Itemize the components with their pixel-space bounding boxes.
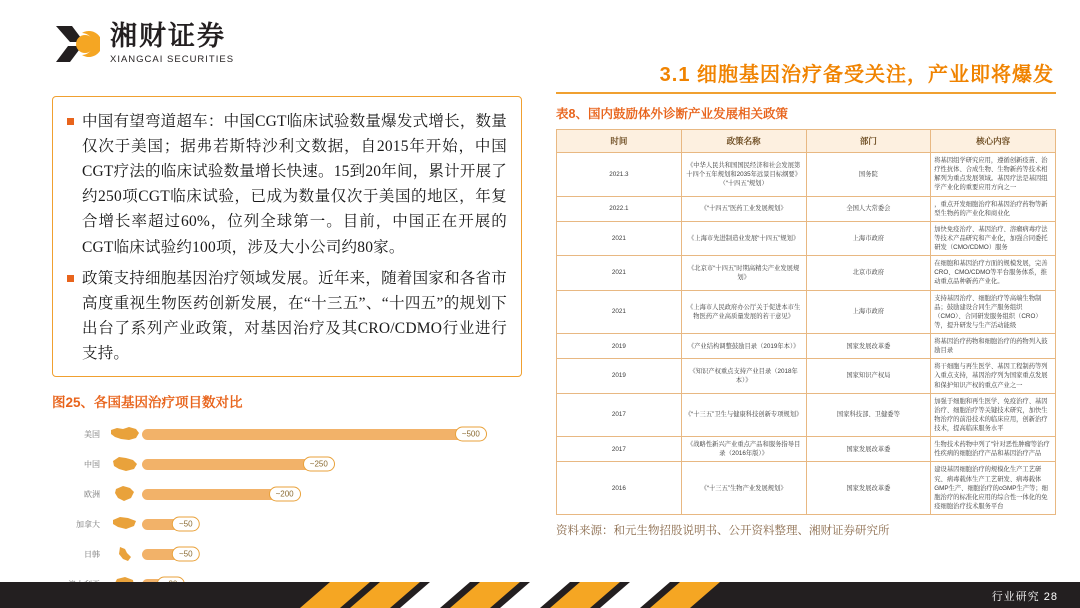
chart-track: [142, 483, 522, 505]
cell-dept: 国家发展改革委: [806, 462, 931, 515]
bullet-text: 政策支持细胞基因治疗领域发展。近年来，随着国家和各省市高度重视生物医药创新发展，在“十三五”、“十四五”的规划下出台了系列产业政策，对基因治疗及其CRO/CDMO行业进行支持。: [82, 269, 507, 362]
cell-time: 2021.3: [557, 153, 682, 197]
cell-name: 《北京市“十四五”时期高精尖产业发展规划》: [681, 256, 806, 290]
cell-name: 《战略性新兴产业重点产品和服务指导目录（2016年版）》: [681, 437, 806, 462]
table-row: [557, 334, 1056, 359]
cell-core: 支持基因治疗、细胞治疗等高端生物制品；鼓励建设合同生产服务组织（CMO）、合同研发服务组织（CRO）等，提升研发与生产活动能级: [931, 290, 1056, 334]
chart-bar: [142, 519, 193, 530]
footer-page-number: 28: [1043, 591, 1058, 603]
logo-mark-icon: [52, 20, 100, 68]
chart-row: [52, 539, 522, 569]
cell-time: 2017: [557, 393, 682, 437]
page-title: 3.1 细胞基因治疗备受关注，产业即将爆发: [659, 64, 1054, 86]
chart-value-label: ~250: [303, 457, 335, 472]
chart-bar: [142, 489, 294, 500]
brand-name-en: XIANGCAI SECURITIES: [110, 54, 235, 66]
chart-row: [52, 419, 522, 449]
cell-name: 《知识产权重点支持产业目录（2018年本）》: [681, 359, 806, 393]
cell-time: 2017: [557, 437, 682, 462]
chart-track: [142, 453, 522, 475]
cell-core: 建设基因细胞治疗的规模化生产工艺研究、病毒载体生产工艺研发、病毒载体GMP生产、细胞治疗的cGMP生产等；细胞治疗的标准化应用的综合性一体化的免疫细胞治疗技术服务平台: [931, 462, 1056, 515]
footer-band: [0, 582, 1080, 608]
cell-core: 将基因组学研究应用，遵循创新疫苗、治疗性抗体、合成生物、生物新药等技术相解列为重点发展领域。基因疗法是基因组学产业化的重要应用方向之一: [931, 153, 1056, 197]
cell-dept: 国务院: [806, 153, 931, 197]
chart-track: [142, 513, 522, 535]
chart-row: [52, 449, 522, 479]
policy-table: [556, 129, 1056, 515]
chart-value-label: ~500: [455, 427, 487, 442]
chart-bar: [142, 429, 480, 440]
brand-logo: [52, 20, 234, 68]
square-bullet-icon: [67, 275, 74, 282]
table-caption: 表8、国内鼓励体外诊断产业发展相关政策: [556, 107, 788, 121]
cell-time: 2019: [557, 334, 682, 359]
table-row: [557, 290, 1056, 334]
cell-time: 2021: [557, 256, 682, 290]
cell-core: 加快免疫治疗、基因治疗、溶瘤病毒疗法等技术产品研究和产业化，加强合同委托研发（CMO/CDMO）服务: [931, 221, 1056, 255]
cell-dept: 国家科技部、卫健委等: [806, 393, 931, 437]
chart-row: [52, 479, 522, 509]
cell-dept: 国家发展改革委: [806, 437, 931, 462]
right-source-note: 资料来源：和元生物招股说明书、公开资料整理、湘财证券研究所: [556, 525, 890, 537]
table-row: [557, 221, 1056, 255]
cell-core: 加强于细胞和再生医学、免疫治疗、基因治疗、细胞治疗等关键技术研究，加快生物治疗的前沿技术的临床应用，创新治疗技术，提高临床服务水平: [931, 393, 1056, 437]
right-column: [556, 104, 1056, 538]
column-header-core: 核心内容: [931, 130, 1056, 153]
map-china-icon: [108, 453, 142, 475]
gene-therapy-projects-chart: [52, 419, 522, 599]
table-row: [557, 462, 1056, 515]
cell-core: 生物技术药物中列了“针对恶性肿瘤等治疗性疾病的细胞治疗产品和基因治疗产品: [931, 437, 1056, 462]
cell-name: 《产业结构调整鼓励目录（2019年本）》: [681, 334, 806, 359]
chart-value-label: ~50: [172, 547, 200, 562]
footer-label: [992, 588, 1058, 604]
left-column: [52, 96, 522, 599]
table-row: [557, 256, 1056, 290]
cell-time: 2019: [557, 359, 682, 393]
chart-category-label: 日韩: [84, 549, 100, 559]
chart-category-label: 美国: [84, 429, 100, 439]
table-row: [557, 437, 1056, 462]
cell-time: 2021: [557, 221, 682, 255]
cell-dept: 国家发展改革委: [806, 334, 931, 359]
brand-name-cn: 湘财证券: [110, 21, 226, 52]
map-usa-icon: [108, 423, 142, 445]
cell-core: 将基因治疗药物和细胞治疗的药物列入鼓励目录: [931, 334, 1056, 359]
cell-core: 将干细胞与再生医学、基因工程制药等列入重点支持，基因治疗列为国家重点发展和保护知识产权的重点产业之一: [931, 359, 1056, 393]
chart-value-label: ~50: [172, 517, 200, 532]
chart-value-label: ~200: [269, 487, 301, 502]
cell-time: 2021: [557, 290, 682, 334]
chart-category-label: 欧洲: [84, 489, 100, 499]
bullet-item: [67, 109, 507, 260]
cell-dept: 国家知识产权局: [806, 359, 931, 393]
table-header-row: [557, 130, 1056, 153]
cell-name: 《“十四五”医药工业发展规划》: [681, 196, 806, 221]
chart-track: [142, 543, 522, 565]
map-japan-korea-icon: [108, 543, 142, 565]
chart-track: [142, 423, 522, 445]
chart-row: [52, 509, 522, 539]
title-divider: [556, 92, 1056, 94]
cell-dept: 上海市政府: [806, 290, 931, 334]
cell-dept: 上海市政府: [806, 221, 931, 255]
chart-bar: [142, 459, 328, 470]
map-europe-icon: [108, 483, 142, 505]
cell-time: 2022.1: [557, 196, 682, 221]
table-row: [557, 196, 1056, 221]
cell-name: 《“十三五”卫生与健康科技创新专项规划》: [681, 393, 806, 437]
chart-caption: 图25、各国基因治疗项目数对比: [52, 395, 243, 411]
cell-name: 《上海市人民政府办公厅关于促进本市生物医药产业高质量发展的若干意见》: [681, 290, 806, 334]
cell-dept: 全国人大常委会: [806, 196, 931, 221]
cell-time: 2016: [557, 462, 682, 515]
bullet-text: 中国有望弯道超车：中国CGT临床试验数量爆发式增长，数量仅次于美国；据弗若斯特沙利文数据，自2015年开始，中国CGT疗法的临床试验数量增长快速。15到20年间，累计开展了约250项CGT临床试验，已成为数量仅次于美国的地区，年复合增长率超过60%，位列全球第一。目前，中国正在开展的CGT临床试验约100项，涉及大小公司约80家。: [82, 113, 507, 256]
column-header-dept: 部门: [806, 130, 931, 153]
chart-bar: [142, 549, 193, 560]
table-row: [557, 359, 1056, 393]
table-row: [557, 393, 1056, 437]
cell-name: 《上海市先进制造业发展“十四五”规划》: [681, 221, 806, 255]
cell-name: 《中华人民共和国国民经济和社会发展第十四个五年规划和2035年远景目标纲要》（“十四五”规划）: [681, 153, 806, 197]
bullet-item: [67, 266, 507, 366]
column-header-name: 政策名称: [681, 130, 806, 153]
column-header-time: 时间: [557, 130, 682, 153]
table-row: [557, 153, 1056, 197]
square-bullet-icon: [67, 118, 74, 125]
cell-core: 在细胞和基因治疗方面的规模发展，完善CRO、CMO/CDMO等平台服务体系，推动重点品种新药产业化。: [931, 256, 1056, 290]
cell-dept: 北京市政府: [806, 256, 931, 290]
cell-core: ，重点开发细胞治疗和基因治疗药物等新型生物药的产业化和商业化: [931, 196, 1056, 221]
cell-name: 《“十三五”生物产业发展规划》: [681, 462, 806, 515]
key-points-box: [52, 96, 522, 377]
map-canada-icon: [108, 513, 142, 535]
chart-category-label: 加拿大: [76, 519, 100, 529]
footer-section: 行业研究: [991, 591, 1040, 603]
chart-category-label: 中国: [84, 459, 100, 469]
